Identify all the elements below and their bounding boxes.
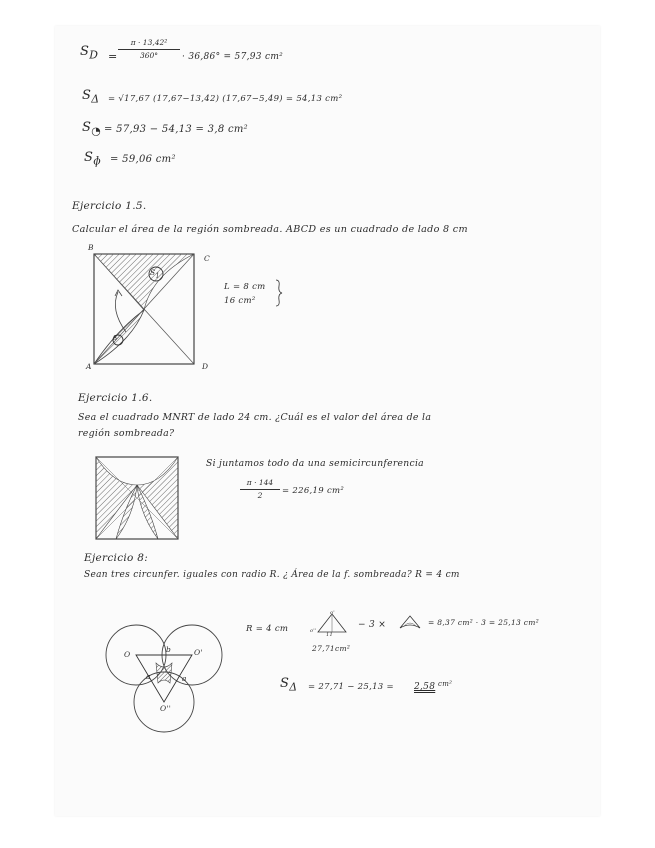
side-label-a-right: a — [182, 674, 187, 683]
center-label-o-prime: O' — [194, 648, 203, 657]
center-label-o-double: O'' — [160, 704, 172, 713]
vertex-a: A — [86, 362, 92, 371]
exercise-statement: Calcular el área de la región sombreada. ABCD es un cuadrado de lado 8 cm — [72, 224, 468, 235]
exercise-title: Ejercicio 1.5. — [72, 200, 147, 212]
exercise-title: Ejercicio 8: — [84, 552, 149, 564]
exercise-statement: Sea el cuadrado MNRT de lado 24 cm. ¿Cuál es el valor del área de la — [78, 412, 432, 423]
vertex-d: D — [202, 362, 209, 371]
remark-text: Si juntamos todo da una semicircunferencia — [206, 458, 424, 469]
final-value: 2,58 — [414, 682, 436, 692]
center-label-o: O — [124, 650, 131, 659]
circle-label-s1: $S_1$ — [150, 268, 160, 280]
calc-lhs: $S_\Delta$ — [82, 88, 100, 106]
brace-icon — [274, 278, 284, 308]
result-value: = 226,19 cm² — [282, 486, 345, 496]
tri-label-left: o'' — [310, 628, 317, 634]
exercise-title: Ejercicio 1.6. — [78, 392, 153, 404]
sector-icon — [396, 612, 424, 632]
square-mnrt-figure — [94, 455, 180, 541]
radius-value: R = 4 cm — [246, 624, 289, 634]
calc-lhs: $S_◔$ — [82, 120, 101, 138]
calc-rhs: = 59,06 cm² — [110, 154, 176, 165]
exercise-statement: Sean tres circunfer. iguales con radio R. ¿ Área de la f. sombreada? R = 4 cm — [84, 570, 460, 580]
circle-label-s2: S — [113, 335, 118, 342]
times-three: − 3 × — [358, 620, 387, 630]
calc-lhs: $S_D$ — [80, 44, 99, 62]
exercise-statement-cont: región sombreada? — [78, 428, 175, 439]
note-side: L = 8 cm — [224, 282, 266, 292]
tri-label-base: 11 — [326, 632, 333, 638]
result-fraction: π · 144 2 — [240, 478, 280, 501]
triangle-area: 27,71cm² — [312, 644, 351, 653]
sector-equation: = 8,37 cm² · 3 = 25,13 cm² — [428, 618, 540, 627]
vertex-c: C — [204, 254, 211, 263]
calc-lhs: $S_ɸ$ — [84, 150, 102, 168]
calc-rhs: = √17,67 (17,67−13,42) (17,67−5,49) = 54,13 cm² — [108, 94, 343, 104]
final-unit: cm² — [438, 680, 453, 688]
note-area: 16 cm² — [224, 296, 256, 306]
calc-rhs: = 57,93 − 54,13 = 3,8 cm² — [104, 124, 248, 135]
side-label-a-left: a — [146, 672, 151, 681]
final-lhs: $S_\Delta$ — [280, 676, 298, 694]
vertex-b: B — [88, 243, 94, 252]
square-abcd-figure — [82, 240, 212, 375]
calc-rhs: · 36,86° = 57,93 cm² — [182, 52, 284, 62]
side-label-b: b — [166, 645, 172, 654]
calc-fraction: π · 13,42² 360° — [118, 38, 180, 61]
tri-label-top: o' — [330, 610, 335, 616]
final-rhs: = 27,71 − 25,13 = — [308, 682, 394, 692]
